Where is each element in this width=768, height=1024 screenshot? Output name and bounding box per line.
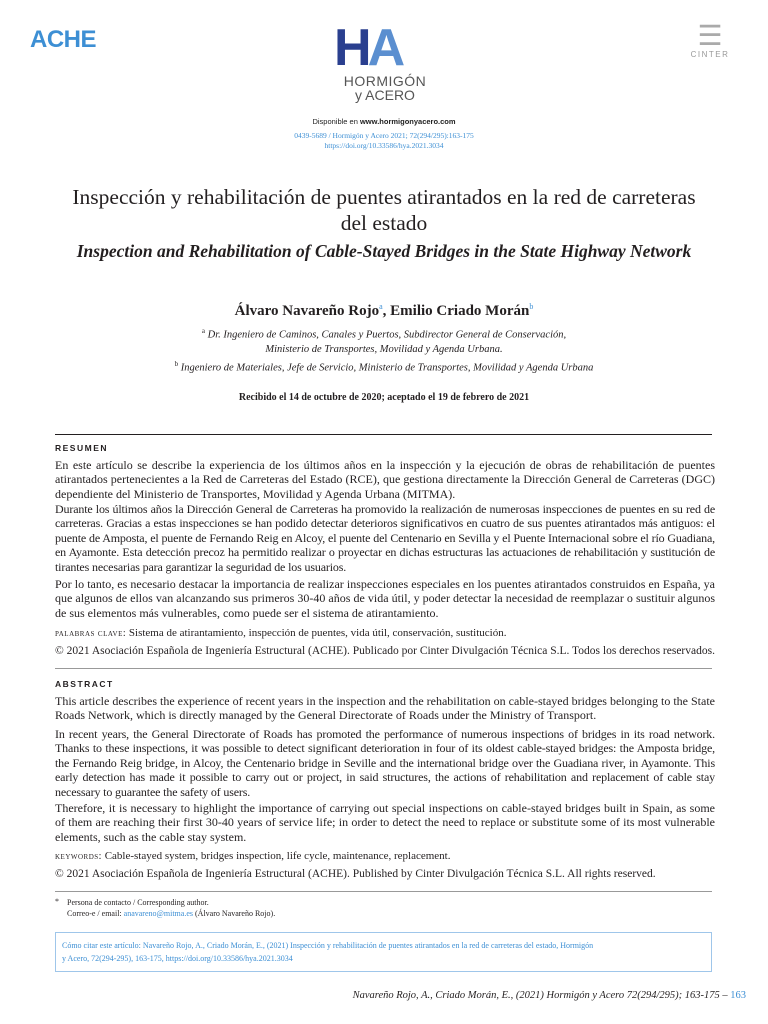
keywords-label-es: palabras clave:	[55, 628, 127, 639]
ache-logo	[30, 26, 96, 54]
journal-reference: 0439-5689 / Hormigón y Acero 2021; 72(294/295):163-175	[294, 131, 474, 140]
cinter-mark-icon: ☰	[697, 20, 723, 51]
footnote-line1: Persona de contacto / Corresponding author.	[67, 898, 209, 907]
email-link[interactable]: anavareno@mitma.es	[123, 909, 193, 918]
page-footer	[353, 990, 746, 1001]
affiliation-a-mark: a	[201, 327, 205, 335]
abstract-copyright: © 2021 Asociación Española de Ingeniería Estructural (ACHE). Published by Cinter Divulgación Técnica S.L. All rights reserved.	[55, 868, 656, 880]
cinter-logo-text: CINTER	[690, 50, 730, 59]
resumen-paragraph-1: En este artículo se describe la experiencia de los últimos años en la inspección y la ejecución de obras de rehabilitación de puentes atirantados pertenecientes a la Red de Carreteras del Estado (RCE), que gestiona directamente la Dirección General de Carreteras (DGC) dependiente del Ministerio de Transportes, Movilidad y Agenda Urbana (MITMA).	[55, 458, 715, 501]
journal-url[interactable]: www.hormigonyacero.com	[359, 117, 456, 126]
affiliation-a-line2: Ministerio de Transportes, Movilidad y Agenda Urbana.	[265, 344, 503, 355]
abstract-keywords	[55, 850, 715, 862]
abstract-paragraph-3: Therefore, it is necessary to highlight the importance of carrying out special inspections on cable-stayed bridges built in Spain, as some of them are reaching their first 30-40 years of service life; in order to detect the need to replace or substitute some of its most vulnerable elements, such as the cable stay system.	[55, 801, 715, 844]
resumen-paragraph-3: Por lo tanto, es necesario destacar la importancia de realizar inspecciones especiales en los puentes atirantados construidos en España, ya que algunos de ellos van alcanzando sus primeros 30-40 años de vida útil, y poder detectar la necesidad de reemplazar o sustituir algunos de sus elementos más vulnerables, como puede ser el sistema de atirantamiento.	[55, 577, 715, 620]
ache-logo-text: ACHE	[30, 26, 97, 53]
authors	[0, 302, 768, 320]
divider	[55, 434, 712, 435]
available-prefix: Disponible en	[312, 117, 360, 126]
cite-line1: Cómo citar este artículo: Navareño Rojo, A., Criado Morán, E., (2021) Inspección y rehabilitación de puentes atirantados en la red de carreteras del estado, Hormigón	[62, 941, 594, 950]
author-separator: ,	[382, 303, 391, 319]
author-1: Álvaro Navareño Rojo	[234, 303, 380, 319]
hormigon-y-acero-logo	[330, 19, 440, 104]
affiliation-b	[0, 360, 768, 374]
affiliation-a-text: Dr. Ingeniero de Caminos, Canales y Puertos, Subdirector General de Conservación,	[204, 329, 567, 341]
footer-citation: Navareño Rojo, A., Criado Morán, E., (2021) Hormigón y Acero 72(294/295); 163-175 –	[352, 990, 731, 1001]
page-number: 163	[730, 990, 746, 1001]
title-english: Inspection and Rehabilitation of Cable-Stayed Bridges in the State Highway Network	[76, 241, 692, 261]
title-spanish: Inspección y rehabilitación de puentes atirantados en la red de carreteras del estado	[72, 185, 696, 235]
logo-line1: HORMIGÓN	[343, 73, 427, 89]
logo-line2: y ACERO	[355, 87, 415, 103]
received-accepted-dates: Recibido el 14 de octubre de 2020; aceptado el 19 de febrero de 2021	[238, 392, 530, 403]
resumen-keywords	[55, 627, 715, 639]
affiliation-b-text: Ingeniero de Materiales, Jefe de Servicio, Ministerio de Transportes, Movilidad y Agenda Urbana	[178, 362, 594, 374]
resumen-copyright: © 2021 Asociación Española de Ingeniería Estructural (ACHE). Publicado por Cinter Divulgación Técnica S.L. Todos los derechos reservados.	[55, 645, 715, 657]
footnote-marker: *	[55, 897, 59, 906]
email-label: Correo-e / email:	[67, 909, 124, 918]
how-to-cite-box	[55, 932, 712, 972]
doi-link[interactable]: https://doi.org/10.33586/hya.2021.3034	[324, 141, 444, 150]
affiliation-b-mark: b	[174, 360, 179, 368]
resumen-heading: RESUMEN	[55, 443, 109, 453]
keywords-en: Cable-stayed system, bridges inspection, life cycle, maintenance, replacement.	[101, 850, 451, 862]
abstract-paragraph-1: This article describes the experience of recent years in the inspection and the rehabilitation on cable-stayed bridges belonging to the State Roads Network, which is directly managed by the General Directorate of Roads under the Ministry of Transport.	[55, 694, 715, 723]
abstract-heading: ABSTRACT	[55, 679, 114, 689]
availability-line	[0, 117, 768, 126]
abstract-paragraph-2: In recent years, the General Directorate of Roads has promoted the performance of numerous inspections of bridges in its road network. Thanks to these inspections, it was possible to detect significant deterioration in four of its oldest cable-stayed bridges: the Amposta bridge, the Fernando Reig bridge, in Alcoy, the Centenario bridge in Seville and the international bridge over the Guadiana river, in Ayamonte. This early detection has made it possible to carry out or project, in said structures, the actions of rehabilitation and replacement of cable stay necessary to guarantee the safety of users.	[55, 727, 715, 799]
affiliation-a-line1	[0, 327, 768, 341]
email-suffix: (Álvaro Navareño Rojo).	[193, 909, 276, 918]
author-2: Emilio Criado Morán	[390, 303, 530, 319]
resumen-paragraph-2: Durante los últimos años la Dirección General de Carreteras ha promovido la realización de numerosas inspecciones de puentes en su red de carreteras. Gracias a estas inspecciones se han podido detectar deterioros significativos en cuatro de sus puentes atirantados más antiguos: el puente de Amposta, el puente de Fernando Reig en Alcoy, el puente del Centenario en Sevilla y el Puente Internacional sobre el río Guadiana, en Ayamonte. Esta detección precoz ha permitido realizar o proyectar en dichas estructuras las actuaciones de rehabilitación y sustitución de tirantes necesarias para garantizar la seguridad de los usuarios.	[55, 502, 715, 574]
cite-line2[interactable]: y Acero, 72(294-295), 163-175, https://doi.org/10.33586/hya.2021.3034	[62, 954, 293, 963]
keywords-label-en: keywords:	[55, 851, 102, 862]
cinter-logo	[680, 22, 740, 59]
author-1-affiliation-mark: a	[379, 302, 383, 311]
keywords-es: Sistema de atirantamiento, inspección de puentes, vida útil, conservación, sustitución.	[126, 627, 507, 639]
logo-h: H	[334, 19, 368, 77]
logo-a: A	[367, 19, 402, 77]
author-2-affiliation-mark: b	[529, 302, 534, 311]
divider	[55, 668, 712, 669]
divider	[55, 891, 712, 892]
